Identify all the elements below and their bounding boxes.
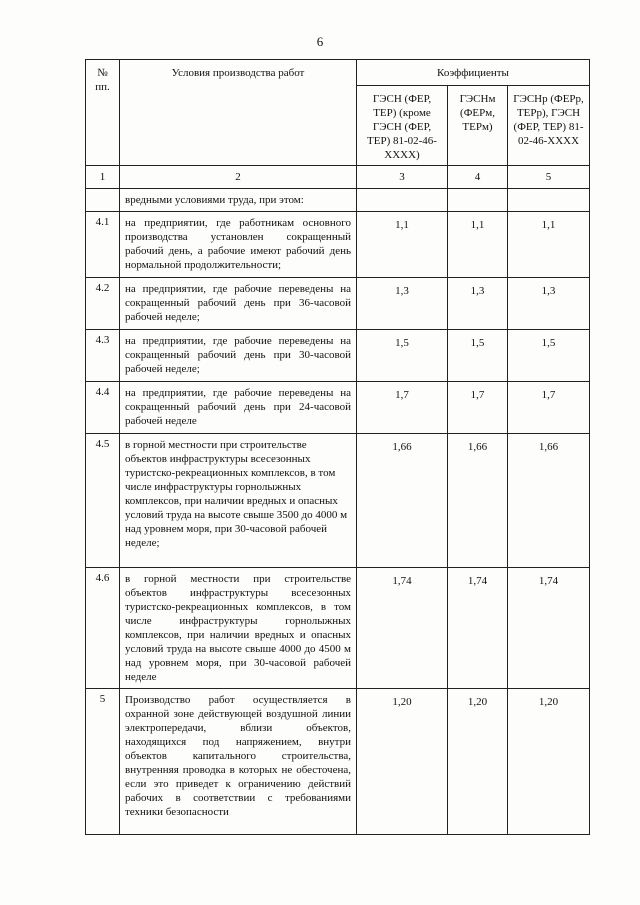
row-coef-col5: 1,74 bbox=[508, 568, 590, 689]
table-row bbox=[86, 278, 590, 330]
table-row bbox=[86, 382, 590, 434]
table-row bbox=[86, 330, 590, 382]
empty-cell bbox=[448, 189, 508, 212]
empty-cell bbox=[357, 189, 448, 212]
row-coef-col3: 1,5 bbox=[357, 330, 448, 382]
row-coef-col3: 1,20 bbox=[357, 689, 448, 835]
row-number: 5 bbox=[86, 689, 120, 835]
empty-cell bbox=[508, 189, 590, 212]
row-coef-col3: 1,7 bbox=[357, 382, 448, 434]
row-condition: в горной местности при строительстве объектов инфраструктуры всесезонных туристско-рекреационных комплексов, в том числе инфраструктуры горнолыжных комплексов, при наличии вредных и опасных условий труда на высоте свыше 4000 до 4500 м над уровнем моря, при 30-часовой рабочей неделе bbox=[120, 568, 357, 689]
row-coef-col5: 1,3 bbox=[508, 278, 590, 330]
row-coef-col4: 1,66 bbox=[448, 434, 508, 568]
row-coef-col3: 1,1 bbox=[357, 212, 448, 278]
header-col4: ГЭСНм (ФЕРм, ТЕРм) bbox=[448, 86, 508, 166]
row-condition: в горной местности при строительстве объектов инфраструктуры всесезонных туристско-рекреационных комплексов, в том числе инфраструктуры горнолыжных комплексов, при наличии вредных и опасных условий труда на высоте свыше 3500 до 4000 м над уровнем моря, при 30-часовой рабочей неделе; bbox=[120, 434, 357, 568]
row-number: 4.6 bbox=[86, 568, 120, 689]
coefficients-table bbox=[85, 59, 590, 835]
row-coef-col4: 1,20 bbox=[448, 689, 508, 835]
row-coef-col5: 1,20 bbox=[508, 689, 590, 835]
row-condition: Производство работ осуществляется в охранной зоне действующей воздушной линии электропередачи, вблизи объектов, находящихся под напряжением, внутри объектов капитального строительства, внутренняя проводка в которых не обесточена, если это приведет к ограничению действий рабочих в соответствии с требованиями техники безопасности bbox=[120, 689, 357, 835]
table-row bbox=[86, 689, 590, 835]
header-col3: ГЭСН (ФЕР, ТЕР) (кроме ГЭСН (ФЕР, ТЕР) 81-02-46-XXXX) bbox=[357, 86, 448, 166]
header-col5: ГЭСНр (ФЕРр, ТЕРр), ГЭСН (ФЕР, ТЕР) 81-02-46-XXXX bbox=[508, 86, 590, 166]
row-coef-col4: 1,3 bbox=[448, 278, 508, 330]
row-condition: на предприятии, где работникам основного производства установлен сокращенный рабочий день, а рабочие имеют рабочий день нормальной продолжительности; bbox=[120, 212, 357, 278]
row-coef-col4: 1,74 bbox=[448, 568, 508, 689]
row-coef-col5: 1,5 bbox=[508, 330, 590, 382]
row-condition: на предприятии, где рабочие переведены на сокращенный рабочий день при 30-часовой рабочей неделе; bbox=[120, 330, 357, 382]
continuation-text: вредными условиями труда, при этом: bbox=[120, 189, 357, 212]
index-cell: 3 bbox=[357, 166, 448, 189]
row-number: 4.3 bbox=[86, 330, 120, 382]
row-coef-col3: 1,3 bbox=[357, 278, 448, 330]
header-conditions: Условия производства работ bbox=[120, 60, 357, 166]
row-coef-col4: 1,7 bbox=[448, 382, 508, 434]
index-cell: 1 bbox=[86, 166, 120, 189]
index-cell: 2 bbox=[120, 166, 357, 189]
row-number: 4.5 bbox=[86, 434, 120, 568]
row-coef-col3: 1,74 bbox=[357, 568, 448, 689]
index-cell: 5 bbox=[508, 166, 590, 189]
row-coef-col4: 1,5 bbox=[448, 330, 508, 382]
table-row bbox=[86, 212, 590, 278]
row-coef-col5: 1,1 bbox=[508, 212, 590, 278]
header-num: № пп. bbox=[86, 60, 120, 166]
row-number: 4.1 bbox=[86, 212, 120, 278]
page-number: 6 bbox=[316, 34, 324, 49]
row-coef-col5: 1,66 bbox=[508, 434, 590, 568]
row-coef-col4: 1,1 bbox=[448, 212, 508, 278]
row-coef-col3: 1,66 bbox=[357, 434, 448, 568]
row-condition: на предприятии, где рабочие переведены на сокращенный рабочий день при 36-часовой рабочей неделе; bbox=[120, 278, 357, 330]
row-number: 4.4 bbox=[86, 382, 120, 434]
row-condition: на предприятии, где рабочие переведены на сокращенный рабочий день при 24-часовой рабочей неделе bbox=[120, 382, 357, 434]
index-cell: 4 bbox=[448, 166, 508, 189]
table-row bbox=[86, 434, 590, 568]
row-coef-col5: 1,7 bbox=[508, 382, 590, 434]
empty-cell bbox=[86, 189, 120, 212]
header-coefficients: Коэффициенты bbox=[357, 60, 590, 86]
row-number: 4.2 bbox=[86, 278, 120, 330]
table-row bbox=[86, 568, 590, 689]
